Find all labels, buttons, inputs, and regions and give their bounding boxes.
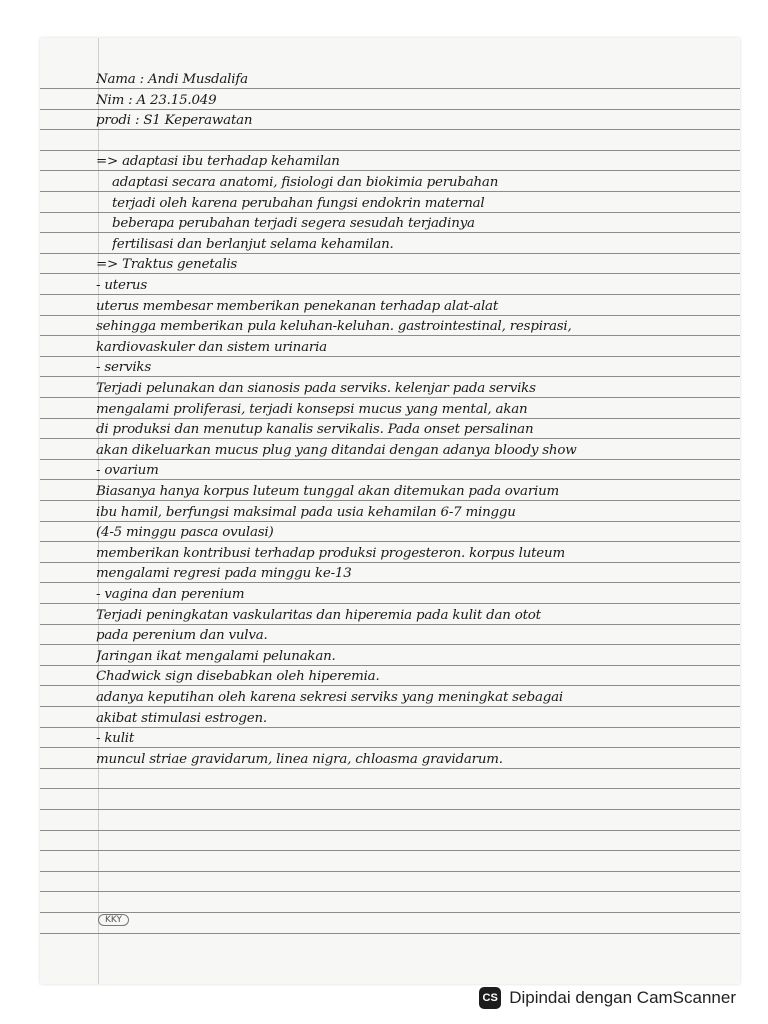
note-line: adanya keputihan oleh karena sekresi serviks yang meningkat sebagai xyxy=(96,690,563,705)
note-line: akibat stimulasi estrogen. xyxy=(96,710,267,726)
ruled-line xyxy=(40,912,740,913)
note-line: di produksi dan menutup kanalis servikalis. Pada onset persalinan xyxy=(96,422,534,438)
note-line: adaptasi secara anatomi, fisiologi dan biokimia perubahan xyxy=(112,175,499,190)
note-line: memberikan kontribusi terhadap produksi progesteron. korpus luteum xyxy=(96,545,565,561)
ruled-line xyxy=(40,871,740,872)
note-line: Nim : A 23.15.049 xyxy=(96,92,217,108)
ruled-line xyxy=(40,830,740,831)
note-line: - vagina dan perenium xyxy=(96,587,245,602)
camscanner-logo-icon: CS xyxy=(479,987,501,1009)
note-line: => adaptasi ibu terhadap kehamilan xyxy=(96,154,340,170)
note-line: - uterus xyxy=(96,278,148,293)
note-line: fertilisasi dan berlanjut selama kehamilan. xyxy=(112,236,394,252)
ruled-line xyxy=(40,788,740,789)
note-line: beberapa perubahan terjadi segera sesudah terjadinya xyxy=(112,216,475,232)
note-line: (4-5 minggu pasca ovulasi) xyxy=(96,525,274,541)
note-line: mengalami proliferasi, terjadi konsepsi mucus yang mental, akan xyxy=(96,401,528,417)
note-line: - ovarium xyxy=(96,463,159,479)
camscanner-text: Dipindai dengan CamScanner xyxy=(509,988,736,1007)
note-line: akan dikeluarkan mucus plug yang ditandai dengan adanya bloody show xyxy=(96,442,577,458)
note-line: sehingga memberikan pula keluhan-keluhan. gastrointestinal, respirasi, xyxy=(96,319,572,335)
note-line: Terjadi peningkatan vaskularitas dan hiperemia pada kulit dan otot xyxy=(96,607,541,623)
note-line: Biasanya hanya korpus luteum tunggal akan ditemukan pada ovarium xyxy=(96,484,560,499)
note-line: Nama : Andi Musdalifa xyxy=(96,72,248,87)
page-brand-mark: KKY xyxy=(98,914,129,926)
note-line: prodi : S1 Keperawatan xyxy=(96,113,253,129)
ruled-line xyxy=(40,933,740,934)
camscanner-watermark xyxy=(479,986,736,1010)
note-line: uterus membesar memberikan penekanan terhadap alat-alat xyxy=(96,298,499,314)
note-line: - serviks xyxy=(96,360,152,376)
note-line: - kulit xyxy=(96,731,135,747)
note-line: ibu hamil, berfungsi maksimal pada usia kehamilan 6-7 minggu xyxy=(96,504,516,520)
note-line: Jaringan ikat mengalami pelunakan. xyxy=(96,648,336,664)
note-line: kardiovaskuler dan sistem urinaria xyxy=(96,339,327,355)
note-line: terjadi oleh karena perubahan fungsi endokrin maternal xyxy=(112,195,485,211)
note-line: muncul striae gravidarum, linea nigra, chloasma gravidarum. xyxy=(96,751,503,767)
notebook-page xyxy=(40,38,740,984)
ruled-line xyxy=(40,809,740,810)
ruled-line xyxy=(40,850,740,851)
note-line: Terjadi pelunakan dan sianosis pada serviks. kelenjar pada serviks xyxy=(96,381,536,396)
ruled-line xyxy=(40,150,740,151)
note-line: mengalami regresi pada minggu ke-13 xyxy=(96,566,352,582)
note-line: pada perenium dan vulva. xyxy=(96,628,268,644)
note-line: Chadwick sign disebabkan oleh hiperemia. xyxy=(96,669,380,685)
ruled-line xyxy=(40,891,740,892)
note-line: => Traktus genetalis xyxy=(96,257,238,273)
